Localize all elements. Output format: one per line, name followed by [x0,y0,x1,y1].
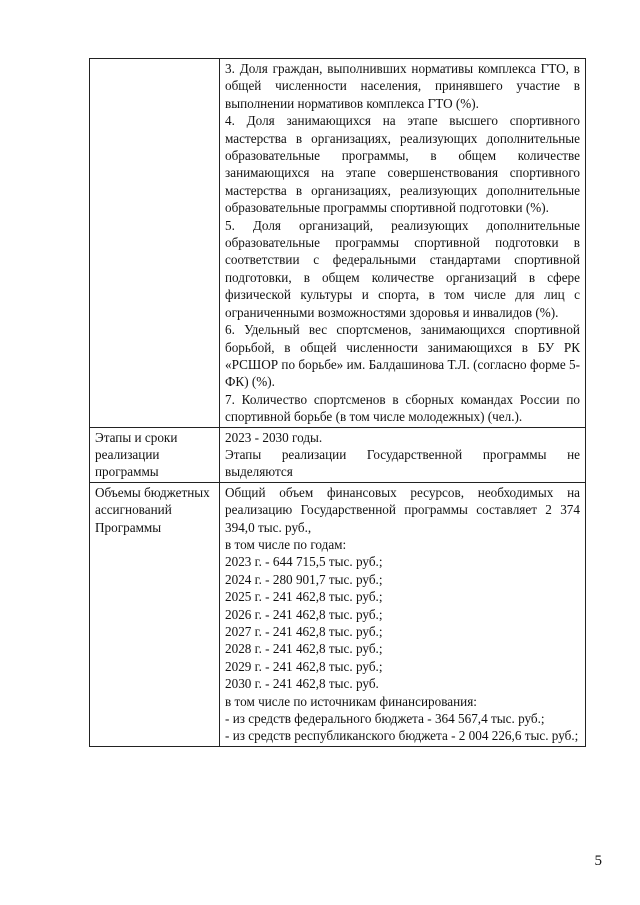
row-label-stages: Этапы и сроки реализации программы [90,427,220,482]
budget-source-republican: - из средств республиканского бюджета - 2 004 226,6 тыс. руб.; [225,728,579,744]
budget-year-2023: 2023 г. - 644 715,5 тыс. руб.; [225,554,383,570]
budget-year-2030: 2030 г. - 241 462,8 тыс. руб. [225,676,379,692]
budget-year-2028: 2028 г. - 241 462,8 тыс. руб.; [225,641,383,657]
page-number: 5 [594,853,602,869]
budget-year-2029: 2029 г. - 241 462,8 тыс. руб.; [225,658,383,674]
budget-year-2026: 2026 г. - 241 462,8 тыс. руб.; [225,606,383,622]
table-row-stages [90,427,586,482]
budget-intro: Общий объем финансовых ресурсов, необходимых на реализацию Государственной программы составляет 2 374 394,0 тыс. руб., [225,484,580,535]
stages-cell [220,427,586,482]
table-row-goals [90,59,586,428]
row-label-goals [90,59,220,428]
goal-item-4: 4. Доля занимающихся на этапе высшего спортивного мастерства в организациях, реализующих дополнительные образовательные программы, в общем количестве занимающихся на этапе совершенствования спортивного мастерства в организациях, реализующих дополнительные образовательные программы спортивной подготовки (%). [225,113,580,216]
budget-year-2024: 2024 г. - 280 901,7 тыс. руб.; [225,571,383,587]
budget-source-federal: - из средств федерального бюджета - 364 567,4 тыс. руб.; [225,711,545,727]
row-label-budget: Объемы бюджетных ассигнований Программы [90,482,220,746]
budget-by-sources-label: в том числе по источникам финансирования: [225,693,477,709]
program-passport-table [89,58,586,747]
budget-year-2027: 2027 г. - 241 462,8 тыс. руб.; [225,624,383,639]
budget-by-years-label: в том числе по годам: [225,536,347,552]
goal-item-5: 5. Доля организаций, реализующих дополнительные образовательные программы спортивной подготовки в соответствии с федеральными стандартами спортивной подготовки, в общем количестве организаций в сфере физической культуры и спорта, в том числе для лиц с ограниченными возможностями здоровья и инвалидов (%). [225,217,580,320]
table-row-budget [90,482,586,746]
budget-cell [220,482,586,746]
stages-note: Этапы реализации Государственной программы не выделяются [225,446,580,480]
budget-year-2025: 2025 г. - 241 462,8 тыс. руб.; [225,589,383,605]
goal-item-3: 3. Доля граждан, выполнивших нормативы комплекса ГТО, в общей численности населения, принявшего участие в выполнении нормативов комплекса ГТО (%). [225,61,580,111]
goals-cell [220,59,586,428]
stages-period: 2023 - 2030 годы. [225,429,323,445]
goal-item-7: 7. Количество спортсменов в сборных командах России по спортивной борьбе (в том числе молодежных) (чел.). [225,391,580,425]
goal-item-6: 6. Удельный вес спортсменов, занимающихся спортивной борьбой, в общей численности занимающихся в БУ РК «РСШОР по борьбе» им. Балдашинова Т.Л. (согласно форме 5-ФК) (%). [225,322,580,390]
